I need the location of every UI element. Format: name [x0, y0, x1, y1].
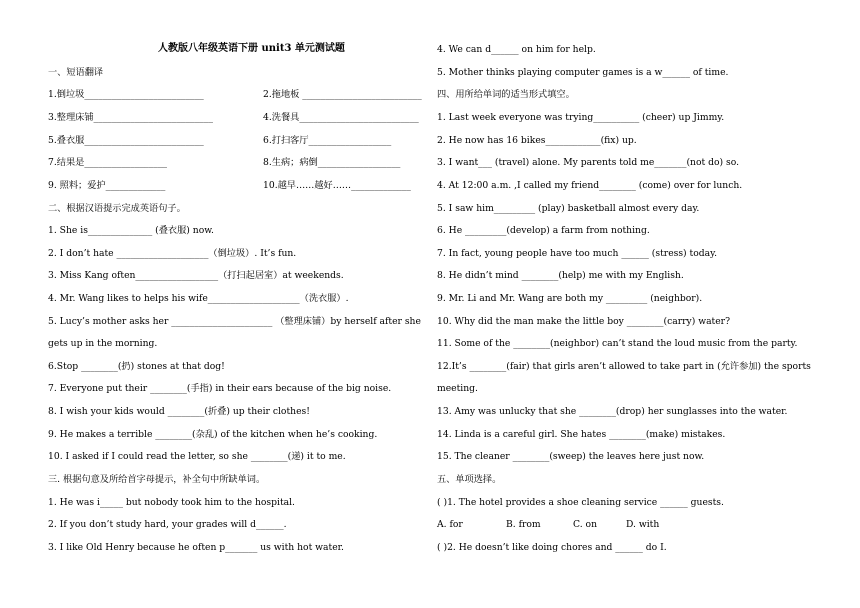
answer-options: [437, 519, 659, 531]
question-line: 3. Miss Kang often__________________（打扫起居室）at weekends.: [48, 270, 344, 281]
question-line: 15. The cleaner ________(sweep) the leaves here just now.: [437, 451, 705, 462]
question-line: 13. Amy was unlucky that she ________(drop) her sunglasses into the water.: [437, 406, 788, 417]
section-5-heading: 五、单项选择。: [437, 474, 502, 485]
phrase-item: 6.打扫客厅__________________: [263, 135, 392, 146]
phrase-item: 5.叠衣服__________________________: [48, 135, 204, 146]
question-line: 1. She is______________ (叠衣服) now.: [48, 225, 214, 236]
question-line: ( )2. He doesn’t like doing chores and ______ do I.: [437, 542, 667, 553]
question-line: 6. He _________(develop) a farm from nothing.: [437, 225, 650, 236]
question-line: 8. He didn’t mind ________(help) me with my English.: [437, 270, 684, 281]
question-line: 4. At 12:00 a.m. ,I called my friend________ (come) over for lunch.: [437, 180, 743, 191]
question-line: 9. Mr. Li and Mr. Wang are both my _________ (neighbor).: [437, 293, 703, 304]
question-line: 1. He was i_____ but nobody took him to the hospital.: [48, 497, 295, 508]
question-line: 4. We can d______ on him for help.: [437, 44, 596, 55]
question-line: 5. Lucy’s mother asks her ______________________ （整理床铺）by herself after she: [48, 316, 421, 327]
option-d: D. with: [626, 519, 660, 530]
question-line: 2. I don’t hate ____________________（倒垃圾）. It’s fun.: [48, 248, 297, 259]
option-a: A. for: [437, 519, 463, 530]
question-line: 12.It’s ________(fair) that girls aren’t allowed to take part in (允许参加) the sports: [437, 361, 811, 372]
question-line: 14. Linda is a careful girl. She hates ________(make) mistakes.: [437, 429, 726, 440]
question-line: 3. I want___ (travel) alone. My parents told me_______(not do) so.: [437, 157, 740, 168]
phrase-item: 4.洗餐具__________________________: [263, 112, 419, 123]
question-line: 1. Last week everyone was trying__________ (cheer) up Jimmy.: [437, 112, 725, 123]
phrase-item: 3.整理床铺__________________________: [48, 112, 213, 123]
question-line: gets up in the morning.: [48, 338, 158, 349]
option-c: C. on: [573, 519, 597, 530]
question-line: 9. He makes a terrible ________(杂乱) of the kitchen when he’s cooking.: [48, 429, 378, 440]
question-line: 2. If you don’t study hard, your grades will d______.: [48, 519, 287, 530]
option-b: B. from: [506, 519, 541, 530]
question-line: 10. Why did the man make the little boy ________(carry) water?: [437, 316, 731, 327]
question-line: ( )1. The hotel provides a shoe cleaning service ______ guests.: [437, 497, 724, 508]
question-line: meeting.: [437, 383, 478, 394]
question-line: 11. Some of the ________(neighbor) can’t stand the loud music from the party.: [437, 338, 798, 349]
phrase-item: 10.越早……越好……_____________: [263, 180, 411, 191]
question-line: 5. I saw him_________ (play) basketball almost every day.: [437, 203, 700, 214]
question-line: 7. Everyone put their ________(手指) in their ears because of the big noise.: [48, 383, 392, 394]
section-4-heading: 四、用所给单词的适当形式填空。: [437, 89, 575, 100]
question-line: 7. In fact, young people have too much ______ (stress) today.: [437, 248, 718, 259]
phrase-item: 9. 照料；爱护_____________: [48, 180, 166, 191]
question-line: 2. He now has 16 bikes____________(fix) up.: [437, 135, 637, 146]
phrase-item: 1.倒垃圾__________________________: [48, 89, 204, 100]
question-line: 4. Mr. Wang likes to helps his wife____________________（洗衣服）.: [48, 293, 349, 304]
question-line: 10. I asked if I could read the letter, so she ________(递) it to me.: [48, 451, 346, 462]
question-line: 3. I like Old Henry because he often p_______ us with hot water.: [48, 542, 344, 553]
section-1-heading: 一、短语翻译: [48, 67, 104, 78]
question-line: 8. I wish your kids would ________(折叠) up their clothes!: [48, 406, 310, 417]
section-3-heading: 三. 根据句意及所给首字母提示，补全句中所缺单词。: [48, 474, 266, 485]
section-2-heading: 二、根据汉语提示完成英语句子。: [48, 203, 186, 214]
question-line: 5. Mother thinks playing computer games is a w______ of time.: [437, 67, 729, 78]
phrase-item: 7.结果是__________________: [48, 157, 168, 168]
phrase-item: 8.生病；病倒__________________: [263, 157, 401, 168]
phrase-item: 2.拖地板 __________________________: [263, 89, 422, 100]
question-line: 6.Stop ________(扔) stones at that dog!: [48, 361, 225, 372]
page-title: 人教版八年级英语下册 unit3 单元测试题: [158, 43, 345, 54]
